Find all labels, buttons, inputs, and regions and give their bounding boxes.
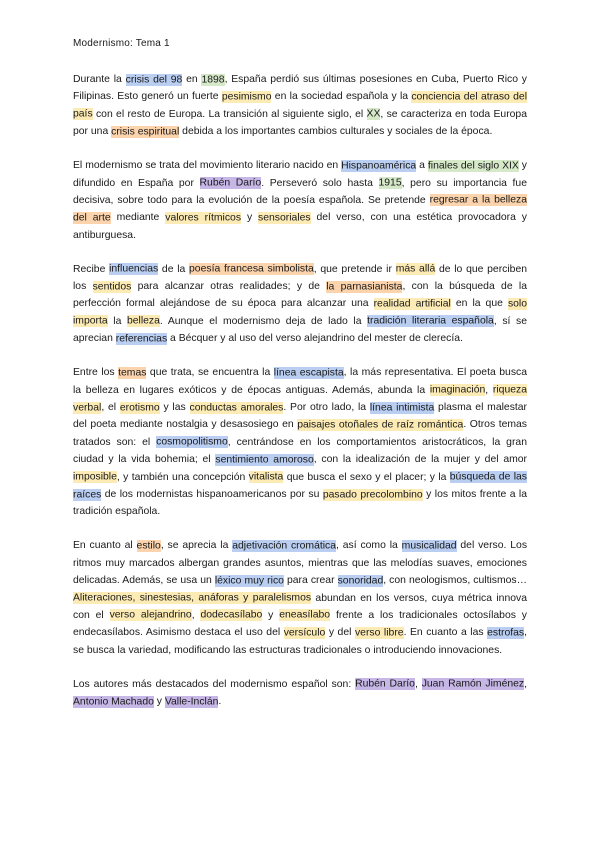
text-segment: El modernismo se trata del movimiento literario nacido en (73, 160, 342, 172)
text-segment: , (414, 678, 422, 690)
text-segment: y (153, 696, 165, 708)
highlighted-term: conductas amorales (189, 402, 284, 413)
text-segment: . Perseveró solo hasta (261, 177, 379, 189)
text-segment: Los autores más destacados del modernismo español son: (73, 678, 356, 690)
highlighted-term: referencias (115, 333, 168, 345)
highlighted-term: sonoridad (337, 575, 384, 587)
paragraph (73, 71, 527, 141)
text-segment: , se aprecia la (160, 540, 233, 552)
text-segment: , la más representativa. El poeta busca la belleza en lugares exóticos y de épocas antiguas. Además, abunda la (73, 367, 527, 396)
text-segment: , España perdió sus últimas posesiones en Cuba, Puerto Rico y Filipinas. Esto generó un fuerte (73, 74, 527, 103)
highlighted-term: finales del siglo XIX (427, 160, 519, 172)
text-segment: , pero su importancia fue decisiva, sobre todo para la evolución de la poesía española. Se pretende (73, 177, 527, 206)
highlighted-term: poesía francesa simbolista (189, 263, 314, 275)
text-segment: , con la idealización de la mujer y del amor (313, 454, 527, 466)
document-body (73, 71, 527, 727)
paragraph (73, 537, 527, 659)
text-segment: y del (325, 627, 355, 639)
highlighted-term: cosmopolitismo (156, 436, 228, 448)
text-segment: , se busca la variedad, modificando las estructuras tradicionales o introduciendo innovaciones. (73, 627, 527, 656)
text-segment: de lo que perciben los (73, 263, 527, 293)
text-segment: . (218, 696, 222, 708)
text-segment: . Por otro lado, la (283, 402, 370, 413)
text-segment: , (524, 678, 528, 690)
text-segment: , sí se aprecian (73, 315, 527, 345)
highlighted-term: línea escapista (273, 367, 344, 379)
highlighted-term: Rubén Darío (199, 177, 262, 189)
text-segment: , y también una concepción (116, 471, 249, 483)
text-segment: Recibe (73, 263, 110, 275)
highlighted-term: más allá (395, 263, 436, 275)
text-segment: . Otros temas tratados son: el (73, 419, 528, 448)
text-segment: , (485, 384, 493, 396)
highlighted-term: riqueza verbal (73, 384, 527, 413)
text-segment: y los mitos frente a la tradición española. (73, 489, 528, 518)
highlighted-term: búsqueda de las raíces (73, 471, 527, 501)
text-segment: que busca el sexo y el placer; y la (283, 471, 450, 483)
text-segment: del verso, con una estética provocadora y antiburguesa. (73, 212, 527, 241)
highlighted-term: Valle-Inclán (164, 696, 219, 708)
highlighted-term: vitalista (248, 471, 284, 483)
paragraph (73, 261, 527, 348)
text-segment: en la que (450, 298, 508, 310)
highlighted-term: 1915 (378, 177, 402, 189)
text-segment: del verso. Los ritmos muy marcados albergan grandes asuntos, mientras que las melodías suaves, emociones delicadas. Además, se usa un (73, 540, 528, 587)
highlighted-term: verso libre (354, 627, 404, 639)
text-segment: debida a los importantes cambios culturales y sociales de la época. (179, 126, 493, 138)
highlighted-term: estilo (136, 540, 161, 552)
highlighted-term: belleza (126, 315, 160, 327)
text-segment: a Bécquer y al uso del verso alejandrino del mester de clerecía. (167, 333, 463, 345)
text-segment: En cuanto al (73, 540, 137, 552)
highlighted-term: versículo (283, 627, 326, 639)
highlighted-term: regresar a la belleza del arte (73, 194, 527, 224)
text-segment: , que pretende ir (313, 263, 396, 275)
highlighted-term: Juan Ramón Jiménez (421, 678, 525, 690)
text-segment: , el (101, 402, 120, 413)
text-segment: plasma el malestar del poeta mediante nostalgia y desasosiego en (73, 402, 528, 431)
text-segment: para crear (283, 575, 338, 587)
highlighted-term: Antonio Machado (73, 696, 154, 708)
highlighted-term: erotismo (119, 402, 160, 413)
highlighted-term: eneasílabo (279, 609, 331, 621)
paragraph (73, 676, 527, 711)
highlighted-term: influencias (109, 263, 159, 275)
text-segment: para alcanzar otras realidades; y de (131, 281, 327, 293)
text-segment: y las (159, 402, 190, 413)
highlighted-term: conciencia del atraso del país (73, 91, 527, 120)
text-segment: , con neologismos, cultismos… (383, 575, 527, 587)
text-segment: en la sociedad española y la (271, 91, 412, 103)
page-header: Modernismo: Tema 1 (73, 38, 170, 49)
text-segment: frente a los tradicionales octosílabos y endecasílabos. Asimismo destaca el uso del (73, 609, 527, 639)
highlighted-term: pasado precolombino (322, 489, 423, 501)
text-segment: Entre los (73, 367, 119, 379)
highlighted-term: dodecasílabo (200, 609, 263, 621)
text-segment: con el resto de Europa. La transición al siguiente siglo, el (92, 108, 367, 120)
text-segment: que trata, se encuentra la (146, 367, 274, 379)
paragraph (73, 157, 527, 244)
highlighted-term: sentidos (92, 281, 132, 293)
text-segment: mediante (110, 212, 166, 224)
text-segment: . Aunque el modernismo deja de lado la (159, 315, 368, 327)
text-segment: y (241, 212, 259, 224)
text-segment: , centrándose en los comportamientos aristocráticos, la gran ciudad y la vida bohemia; el (73, 436, 527, 466)
highlighted-term: sensoriales (258, 212, 311, 224)
text-segment: , con la búsqueda de la perfección formal alejándose de su época para alcanzar una (73, 281, 528, 310)
highlighted-term: línea intimista (369, 402, 435, 413)
highlighted-term: realidad artificial (373, 298, 451, 310)
highlighted-term: Aliteraciones, sinestesias, anáforas y paralelismos (73, 592, 312, 604)
highlighted-term: paisajes otoñales de raíz romántica (297, 419, 464, 431)
highlighted-term: Rubén Darío (355, 678, 415, 690)
highlighted-term: léxico muy rico (214, 575, 284, 587)
text-segment: , (191, 609, 201, 621)
text-segment: a (416, 160, 428, 172)
highlighted-term: tradición literaria española (367, 315, 494, 327)
paragraph (73, 364, 527, 521)
text-segment: y (262, 609, 280, 621)
highlighted-term: solo importa (73, 298, 527, 327)
text-segment: , así como la (336, 540, 402, 552)
highlighted-term: temas (118, 367, 147, 379)
highlighted-term: la parnasianista (326, 281, 403, 293)
highlighted-term: 1898 (201, 74, 225, 85)
highlighted-term: imposible (73, 471, 117, 483)
text-segment: , se caracteriza en toda Europa por una (73, 108, 527, 138)
text-segment: Durante la (73, 74, 126, 85)
highlighted-term: Hispanoamérica (341, 160, 417, 172)
highlighted-term: verso alejandrino (109, 609, 192, 621)
highlighted-term: adjetivación cromática (232, 540, 337, 552)
highlighted-term: sentimiento amoroso (215, 454, 314, 466)
text-segment: . En cuanto a las (403, 627, 488, 639)
text-segment: abundan en los versos, cuya métrica innova con el (73, 592, 527, 621)
highlighted-term: valores rítmicos (165, 212, 242, 224)
highlighted-term: crisis del 98 (125, 74, 183, 85)
highlighted-term: estrofas (487, 627, 525, 639)
highlighted-term: imaginación (429, 384, 486, 396)
text-segment: en (182, 74, 202, 85)
text-segment: de la (158, 263, 190, 275)
highlighted-term: XX (366, 108, 381, 120)
highlighted-term: pesimismo (221, 91, 272, 103)
highlighted-term: musicalidad (401, 540, 457, 552)
highlighted-term: crisis espiritual (111, 126, 180, 138)
text-segment: de los modernistas hispanoamericanos por su (101, 489, 323, 501)
text-segment: y difundido en España por (73, 160, 527, 189)
text-segment: la (107, 315, 127, 327)
